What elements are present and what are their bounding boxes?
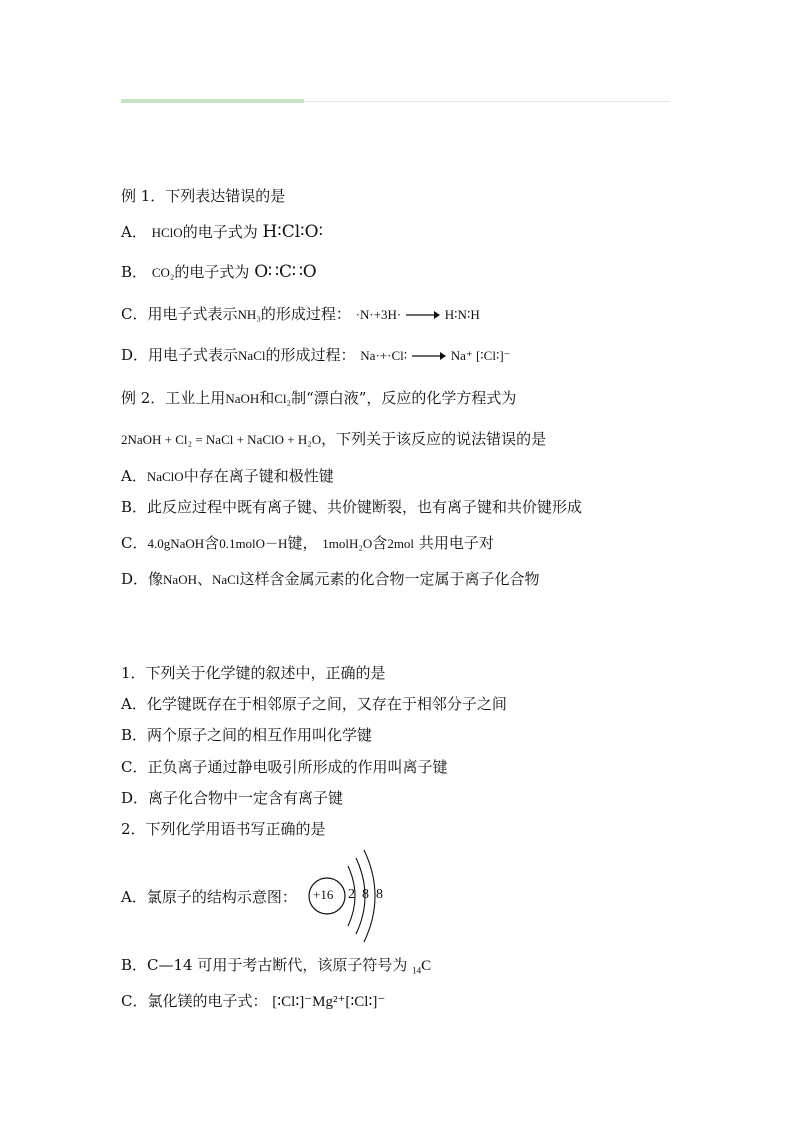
q2-option-b: B．C—14 可用于考古断代，该原子符号为 $_{14}$C [121,956,432,976]
ex1-d-right: Na⁺ [∶Cl∶]⁻ [450,348,511,363]
q2-option-c: C．氯化镁的电子式： [∶Cl∶]⁻Mg²⁺[∶Cl∶]⁻ [121,992,386,1010]
q1-option-d: D．离子化合物中一定含有离子键 [121,789,344,807]
shell-count-2: 8 [362,887,369,902]
q1-stem: 1．下列关于化学键的叙述中，正确的是 [121,664,386,682]
q1-option-a: A．化学键既存在于相邻原子之间，又存在于相邻分子之间 [121,695,507,713]
q2-stem: 2．下列化学用语书写正确的是 [121,820,326,838]
ex1-d-left: Na·+·Cl∶ [360,348,408,363]
reaction-arrow-icon [406,305,440,325]
ex1-option-a: A． HClO的电子式为 H∶Cl∶O∶ [121,222,323,242]
q2-option-a: A．氯原子的结构示意图： [121,888,297,906]
ex2-stem-line1: 例 2．工业上用NaOH和Cl₂制“漂白液”，反应的化学方程式为 [121,389,517,407]
q1-option-c: C．正负离子通过静电吸引所形成的作用叫离子键 [121,758,448,776]
ex2-equation: 2NaOH + Cl₂ = NaCl + NaClO + H₂O [121,432,322,447]
ex1-a-electron-formula: H∶Cl∶O∶ [262,222,323,242]
reaction-arrow-icon [412,346,446,366]
ex2-option-d: D．像NaOH、NaCl这样含金属元素的化合物一定属于离子化合物 [121,570,540,588]
header-rule [304,101,670,102]
ex2-option-a: A．NaClO中存在离子键和极性键 [121,467,334,485]
ex1-c-right: H∶N∶H [444,307,480,322]
ex1-option-d: D．用电子式表示NaCl的形成过程： Na·+·Cl∶ Na⁺ [∶Cl∶]⁻ [121,346,511,364]
mgcl2-electron-formula: [∶Cl∶]⁻Mg²⁺[∶Cl∶]⁻ [272,994,386,1010]
ex1-option-b: B． CO₂的电子式为 O∷C∷O [121,262,317,282]
ex1-c-left: ·N·+3H· [355,307,402,322]
header-accent-bar [121,99,304,103]
q1-option-b: B．两个原子之间的相互作用叫化学键 [121,726,373,744]
ex1-option-c: C．用电子式表示NH₃的形成过程： ·N·+3H· H∶N∶H [121,305,480,323]
ex2-option-c: C．4.0gNaOH含0.1molO－H键， 1molH₂O含2mol 共用电子对 [121,534,494,552]
nucleus-charge: +16 [313,887,334,902]
shell-count-1: 2 [348,887,355,902]
shell-count-3: 8 [376,887,383,902]
ex2-option-b: B．此反应过程中既有离子键、共价键断裂，也有离子键和共价键形成 [121,498,583,516]
ex1-stem: 例 1．下列表达错误的是 [121,187,286,205]
ex2-stem-line2: 2NaOH + Cl₂ = NaCl + NaClO + H₂O，下列关于该反应的说法错误的是 [121,430,547,448]
ex1-b-electron-formula: O∷C∷O [254,262,317,282]
